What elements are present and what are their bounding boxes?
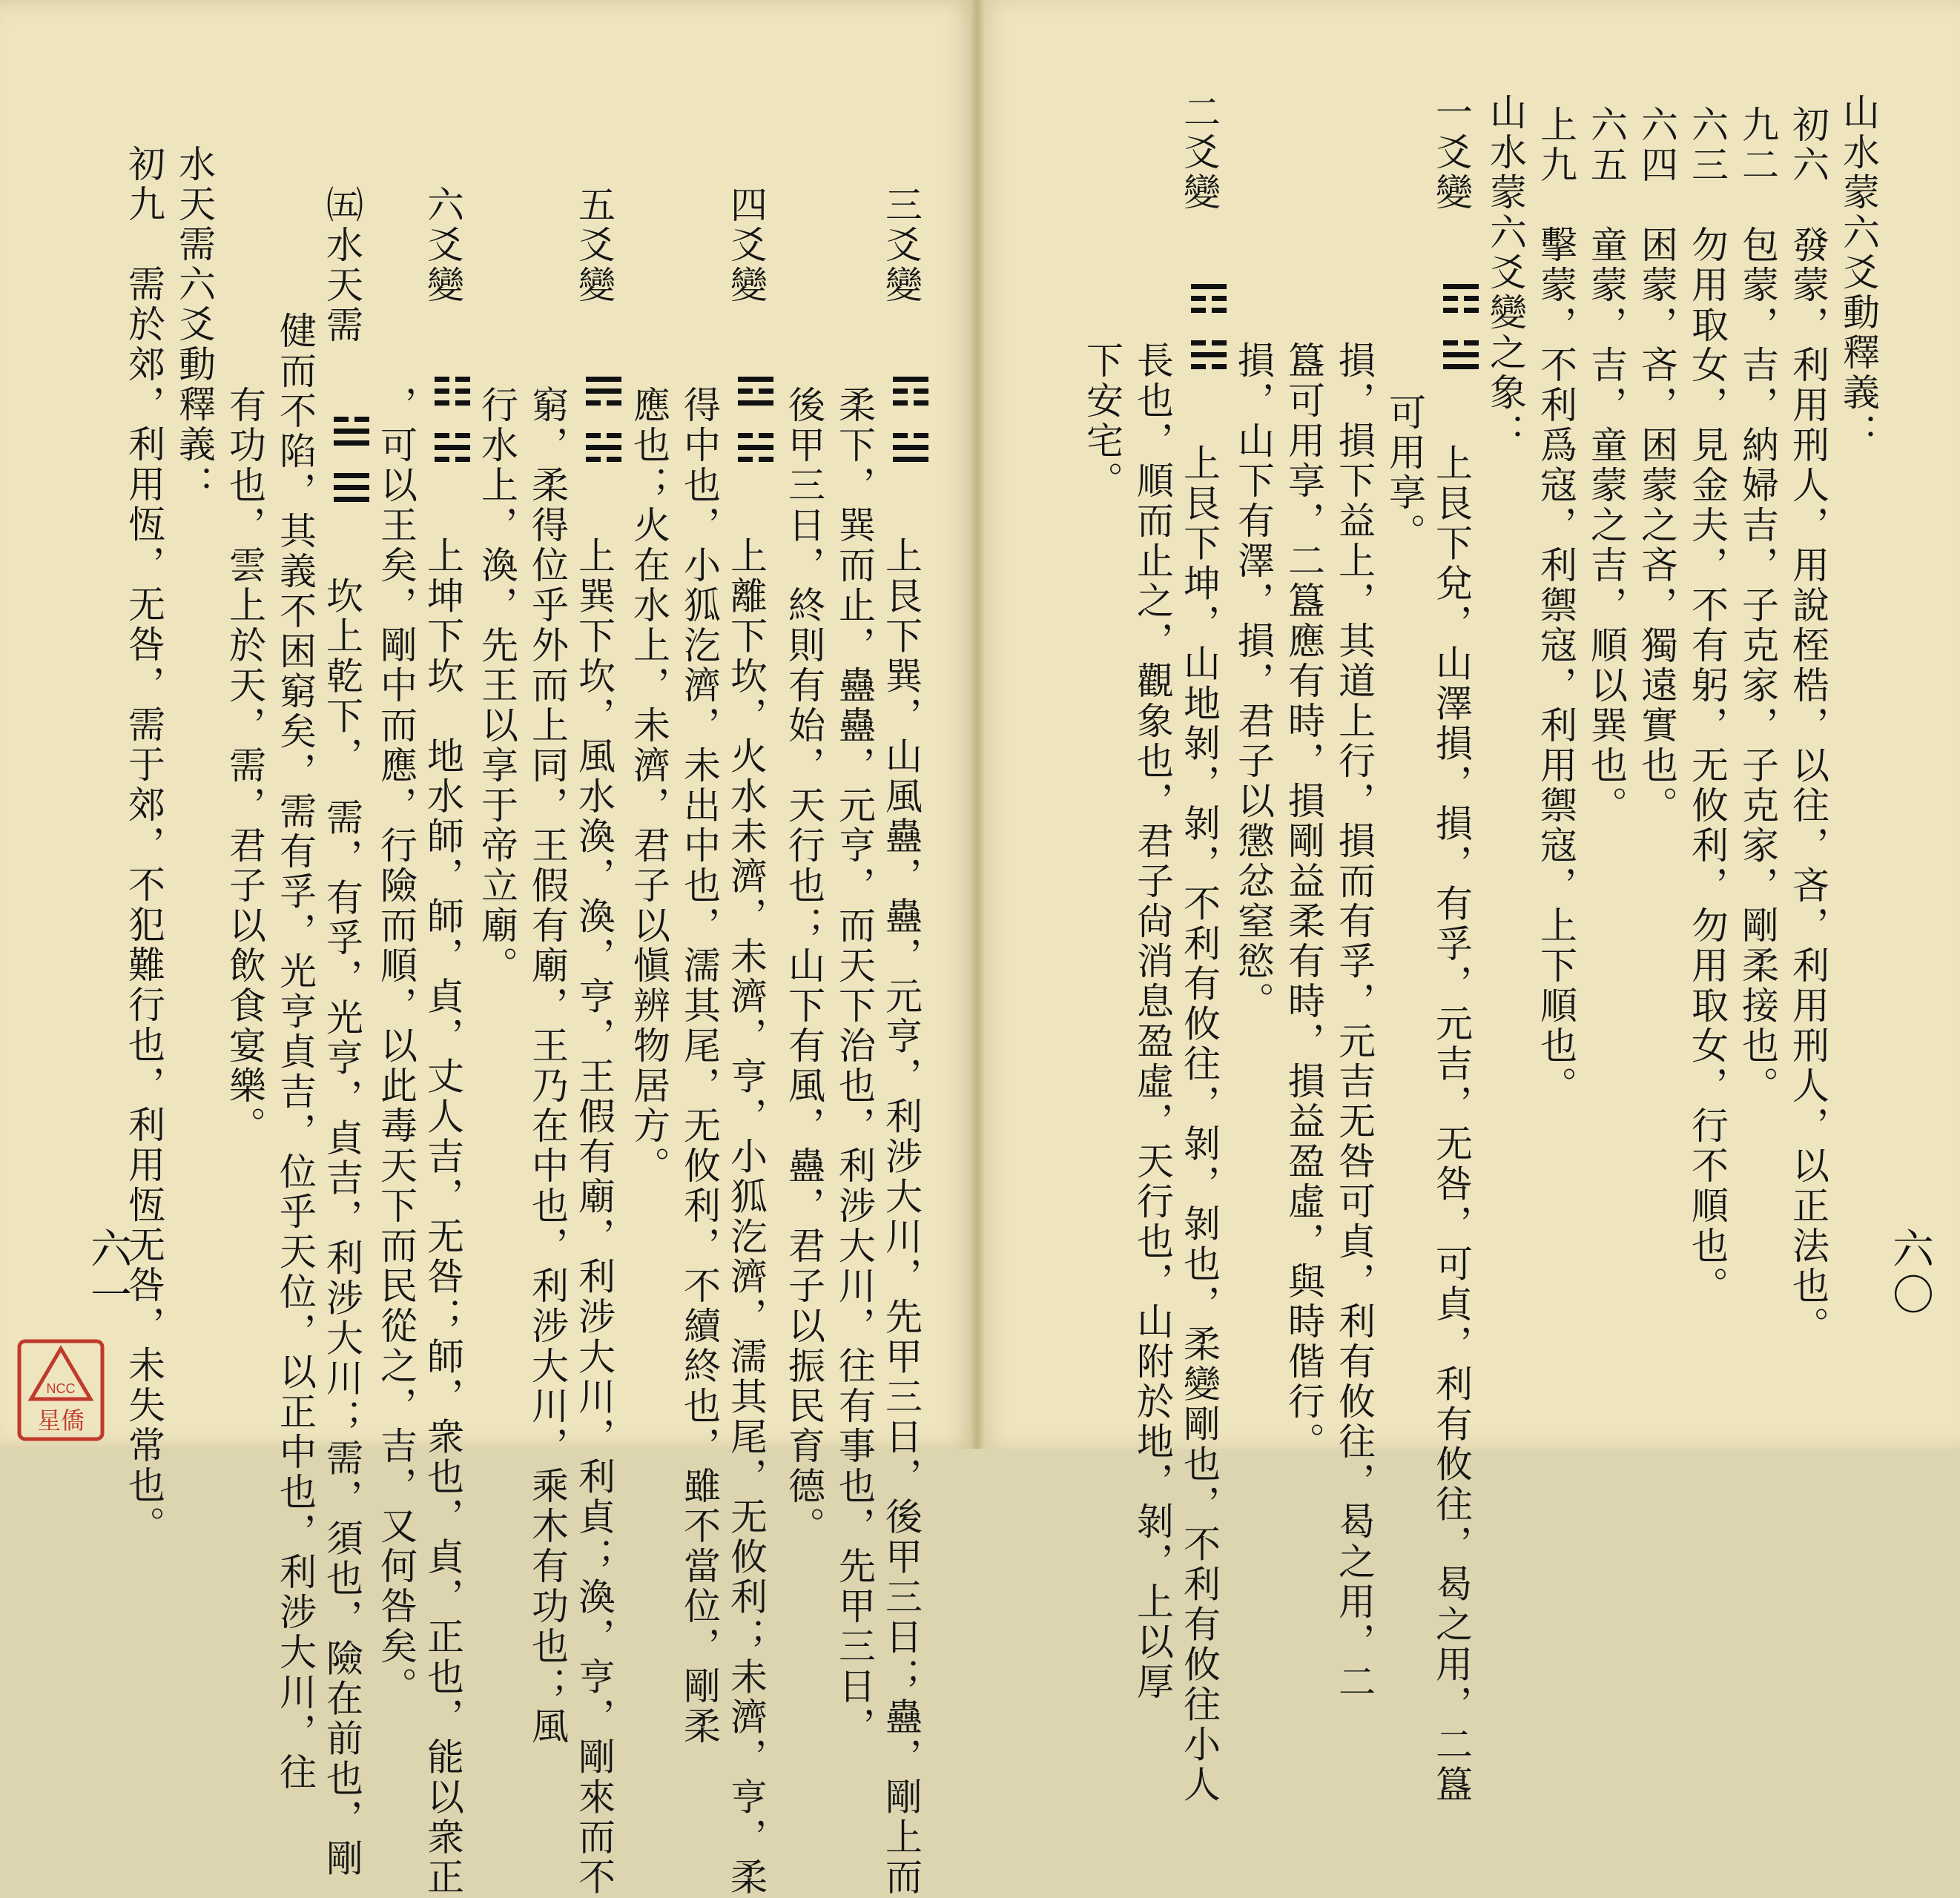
hexagram-icon: [432, 372, 473, 414]
yao-label: 二爻變: [1178, 93, 1221, 213]
column: 六五 童蒙，吉，童蒙之吉，順以巽也。: [1585, 105, 1628, 826]
column: 行水上，渙，先王以享于帝立廟。: [475, 386, 518, 986]
column: 損，山下有澤，損，君子以懲忿窒慾。: [1232, 341, 1275, 1022]
hexagram-icon: [432, 429, 473, 470]
hexagram-icon: [890, 372, 931, 414]
column: 損，損下益上，其道上行，損而有孚，元吉无咎可貞，利有攸往，曷之用，二: [1333, 341, 1376, 1702]
stamp-bottom: 星僑: [36, 1406, 85, 1435]
column: [420, 185, 473, 1898]
bleed-through-text: [1111, 89, 1155, 128]
column: 初九 需於郊，利用恆，无咎，需于郊，不犯難行也，利用恆无咎，未失常也。: [122, 145, 165, 1546]
yao-label: 六爻變: [421, 185, 464, 305]
yao-label: 四爻變: [725, 185, 768, 305]
yao-label: 一爻變: [1430, 93, 1473, 213]
page-number: 六一: [84, 1227, 132, 1319]
column: [723, 185, 776, 1898]
column: 上九 擊蒙，不利爲寇，利禦寇，利用禦寇，上下順也。: [1534, 105, 1577, 1106]
hexagram-icon: [1188, 280, 1230, 321]
column: 山水蒙六爻變之象：: [1484, 93, 1527, 453]
column: 水天需六爻動釋義：: [173, 145, 216, 505]
column: 山水蒙六爻動釋義：: [1837, 93, 1880, 453]
column: [1176, 93, 1230, 1805]
column: 得中也，小狐汔濟，未出中也，濡其尾，无攸利，不續終也，雖不當位，剛柔: [678, 386, 721, 1747]
column: 後甲三日，終則有始，天行也；山下有風，蠱，君子以振民育德。: [782, 386, 825, 1547]
stamp-top: NCC: [46, 1381, 76, 1396]
column-text: 上艮下坤，山地剝，剝，不利有攸往，剝，剝也，柔變剛也，不利有攸往小人: [1178, 443, 1221, 1805]
column: 六三 勿用取女，見金夫，不有躬，无攸利，勿用取女，行不順也。: [1686, 105, 1729, 1306]
column: ，可以王矣，剛中而應，行險而順，以此毒天下而民從之，吉，又何咎矣。: [374, 386, 418, 1707]
hexagram-icon: [735, 372, 776, 414]
column-text: 坎上乾下， 需，有孚，光亨，貞吉，利涉大川；需，須也，險在前也，剛: [320, 576, 363, 1879]
hexagram-icon: [331, 469, 372, 510]
column: 柔下，巽而止，蠱蠱，元亨，而天下治也，利涉大川，往有事也，先甲三日，: [833, 386, 876, 1747]
column: [878, 185, 931, 1898]
column: 下安宅。: [1080, 341, 1123, 501]
column: 有功也，雲上於天，需，君子以飲食宴樂。: [223, 386, 266, 1146]
hexagram-icon: [1188, 336, 1230, 377]
column: 長也，順而止之，觀象也，君子尙消息盈虛，天行也，山附於地，剝，上以厚: [1131, 341, 1174, 1702]
yao-label: 三爻變: [880, 185, 923, 305]
hexagram-icon: [1440, 280, 1482, 321]
yao-label: ㈤水天需: [320, 185, 363, 345]
book-gutter: [971, 0, 983, 1449]
hexagram-icon: [735, 429, 776, 470]
column: 初六 發蒙，利用刑人，用說桎梏，以往，吝，利用刑人，以正法也。: [1786, 105, 1829, 1346]
hexagram-icon: [890, 429, 931, 470]
column: 健而不陷，其義不困窮矣，需有孚，光亨貞吉，位乎天位，以正中也，利涉大川，往: [274, 311, 317, 1793]
column: 九二 包蒙，吉，納婦吉，子克家，子克家，剛柔接也。: [1736, 105, 1779, 1106]
column: 可用享。: [1383, 393, 1426, 553]
column-text: 上艮下巽，山風蠱，蠱，元亨，利涉大川，先甲三日，後甲三日；蠱，剛上而: [880, 536, 923, 1898]
column: 窮，柔得位乎外而上同，王假有廟，王乃在中也，利涉大川，乘木有功也；風: [526, 386, 569, 1747]
column-text: 上巽下坎，風水渙，渙，亨，王假有廟，利涉大川，利貞；渙，亨，剛來而不: [573, 536, 616, 1898]
hexagram-icon: [583, 429, 624, 470]
seal-stamp: [16, 1338, 105, 1442]
column: [571, 185, 624, 1898]
column: 簋可用享，二簋應有時，損剛益柔有時，損益盈虛，與時偕行。: [1282, 341, 1325, 1462]
column-text: 上離下坎，火水未濟，未濟，亨，小狐汔濟，濡其尾，无攸利；未濟，亨，柔: [725, 536, 768, 1898]
column: [319, 185, 372, 1879]
page-number: 六〇: [1886, 1227, 1934, 1319]
column-text: 上艮下兌，山澤損，損，有孚，元吉，无咎，可貞，利有攸往，曷之用，二簋: [1430, 443, 1473, 1805]
hexagram-icon: [1440, 336, 1482, 377]
hexagram-icon: [583, 372, 624, 414]
yao-label: 五爻變: [573, 185, 616, 305]
column: [1428, 93, 1482, 1805]
column: 六四 困蒙，吝，困蒙之吝，獨遠實也。: [1635, 105, 1678, 826]
column: 應也；火在水上，未濟，君子以愼辨物居方。: [627, 386, 670, 1186]
hexagram-icon: [331, 412, 372, 454]
column-text: 上坤下坎 地水師，師，貞，丈人吉，无咎；師，衆也，貞，正也，能以衆正: [421, 536, 464, 1898]
